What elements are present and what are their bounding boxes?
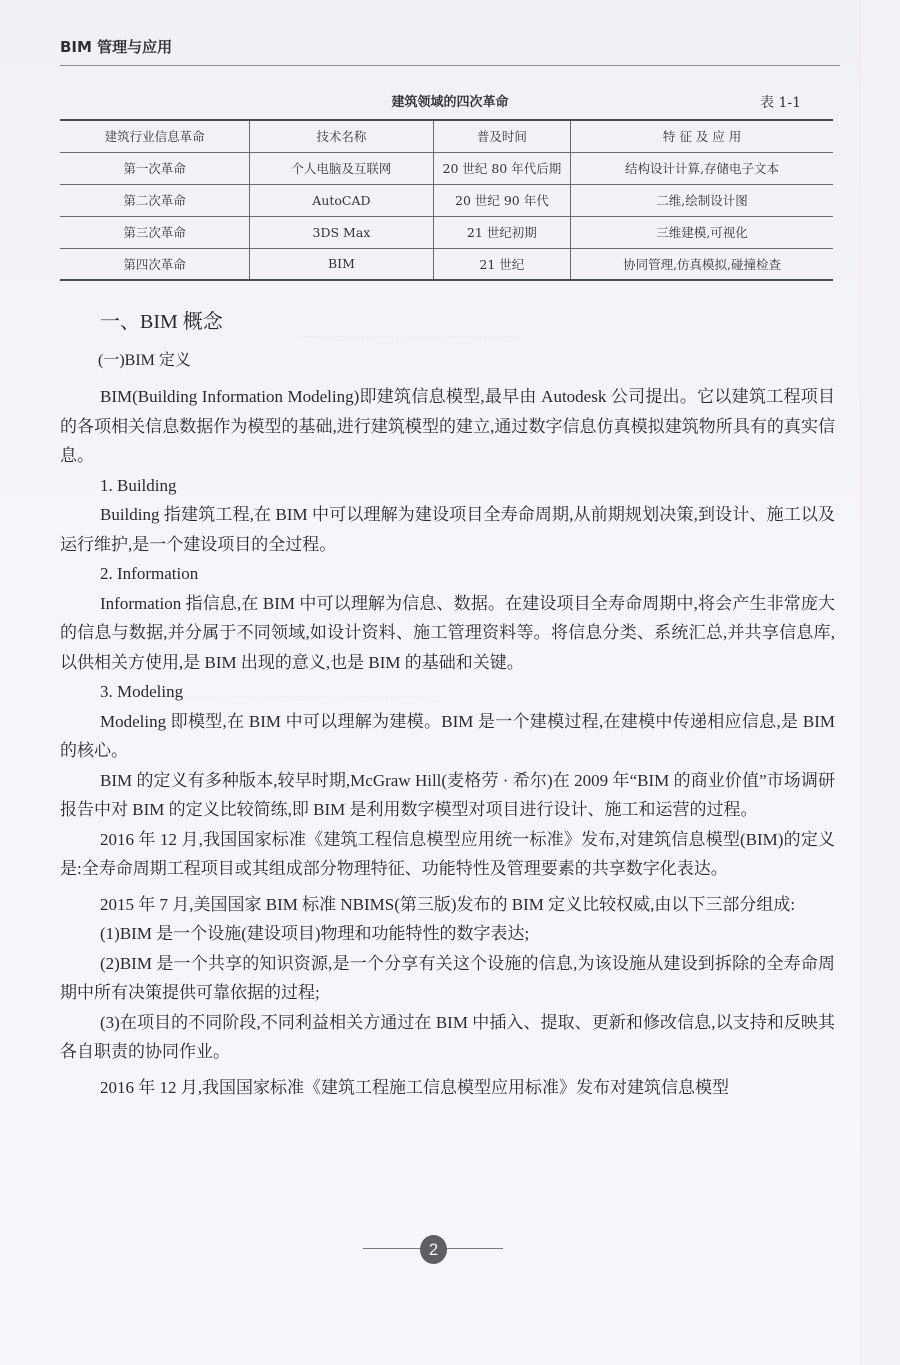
item-title-modeling: 3. Modeling bbox=[100, 682, 184, 701]
revolutions-table bbox=[60, 119, 833, 281]
table-cell: 个人电脑及互联网 bbox=[250, 152, 433, 184]
table-cell: 协同管理,仿真模拟,碰撞检查 bbox=[571, 248, 833, 280]
table-row bbox=[60, 248, 833, 280]
table-row bbox=[60, 216, 833, 248]
table-header-cell: 技术名称 bbox=[250, 120, 433, 152]
page-edge bbox=[860, 0, 900, 1365]
table-cell: 三维建模,可视化 bbox=[571, 216, 833, 248]
table-cell: 21 世纪 bbox=[433, 248, 570, 280]
list-item: (1)BIM 是一个设施(建设项目)物理和功能特性的数字表达; bbox=[100, 924, 530, 943]
running-header: BIM 管理与应用 bbox=[60, 38, 173, 56]
item-title-information: 2. Information bbox=[100, 564, 199, 583]
table-cell: AutoCAD bbox=[250, 184, 433, 216]
body-text bbox=[60, 382, 835, 1102]
table-header-row bbox=[60, 120, 833, 152]
table-cell: 第三次革命 bbox=[60, 216, 250, 248]
table-header-cell: 建筑行业信息革命 bbox=[60, 120, 250, 152]
table-row bbox=[60, 184, 833, 216]
table-cell: 结构设计计算,存储电子文本 bbox=[571, 152, 833, 184]
page-footer bbox=[0, 1234, 900, 1264]
list-item: (3)在项目的不同阶段,不同利益相关方通过在 BIM 中插入、提取、更新和修改信息,以支持和反映其各自职责的协同作业。 bbox=[60, 1012, 835, 1061]
item-text-information: Information 指信息,在 BIM 中可以理解为信息、数据。在建设项目全寿命周期中,将会产生非常庞大的信息与数据,并分属于不同领域,如设计资料、施工管理资料等。将信息分类、系统汇总,并共享信息库,以供相关方使用,是 BIM 出现的意义,也是 BIM 的基础和关键。 bbox=[60, 593, 835, 672]
table-cell: BIM bbox=[250, 248, 433, 280]
table-caption: 建筑领域的四次革命 bbox=[391, 95, 509, 110]
closing-paragraph: 2016 年 12 月,我国国家标准《建筑工程施工信息模型应用标准》发布对建筑信息模型 bbox=[100, 1077, 729, 1097]
paragraph: 2015 年 7 月,美国国家 BIM 标准 NBIMS(第三版)发布的 BIM 定义比较权威,由以下三部分组成: bbox=[100, 894, 796, 914]
header-rule bbox=[60, 65, 840, 66]
paragraph: 2016 年 12 月,我国国家标准《建筑工程信息模型应用统一标准》发布,对建筑信息模型(BIM)的定义是:全寿命周期工程项目或其组成部分物理特征、功能特性及管理要素的共享数字化表达。 bbox=[60, 829, 835, 878]
item-text-modeling: Modeling 即模型,在 BIM 中可以理解为建模。BIM 是一个建模过程,在建模中传递相应信息,是 BIM 的核心。 bbox=[60, 711, 835, 760]
table-cell: 21 世纪初期 bbox=[433, 216, 570, 248]
bleed-through-text: ········································································ bbox=[160, 690, 435, 704]
table-header-cell: 普及时间 bbox=[433, 120, 570, 152]
table-cell: 第二次革命 bbox=[60, 184, 250, 216]
table-cell: 3DS Max bbox=[250, 216, 433, 248]
table-cell: 二维,绘制设计图 bbox=[571, 184, 833, 216]
page-number: 2 bbox=[420, 1235, 447, 1264]
table-cell: 20 世纪 90 年代 bbox=[433, 184, 570, 216]
section-heading: 一、BIM 概念 bbox=[100, 311, 223, 333]
paragraph: BIM 的定义有多种版本,较早时期,McGraw Hill(麦格劳 · 希尔)在 2009 年“BIM 的商业价值”市场调研报告中对 BIM 的定义比较简练,即 BIM 是利用数字模型对项目进行设计、施工和运营的过程。 bbox=[60, 770, 835, 819]
bleed-through-text: ·························································· bbox=[300, 330, 522, 344]
table-row bbox=[60, 152, 833, 184]
subsection-heading: (一)BIM 定义 bbox=[98, 352, 191, 369]
table-cell: 第一次革命 bbox=[60, 152, 250, 184]
table-number: 表 1-1 bbox=[760, 95, 801, 111]
intro-paragraph: BIM(Building Information Modeling)即建筑信息模型,最早由 Autodesk 公司提出。它以建筑工程项目的各项相关信息数据作为模型的基础,进行建筑模型的建立,通过数字信息仿真模拟建筑物所具有的真实信息。 bbox=[60, 387, 835, 465]
item-title-building: 1. Building bbox=[100, 475, 177, 495]
table-header-cell: 特 征 及 应 用 bbox=[571, 120, 833, 152]
list-item: (2)BIM 是一个共享的知识资源,是一个分享有关这个设施的信息,为该设施从建设到拆除的全寿命周期中所有决策提供可靠依据的过程; bbox=[60, 953, 835, 1002]
table-cell: 第四次革命 bbox=[60, 248, 250, 280]
table-cell: 20 世纪 80 年代后期 bbox=[433, 152, 570, 184]
item-text-building: Building 指建筑工程,在 BIM 中可以理解为建设项目全寿命周期,从前期规划决策,到设计、施工以及运行维护,是一个建设项目的全过程。 bbox=[60, 505, 835, 554]
